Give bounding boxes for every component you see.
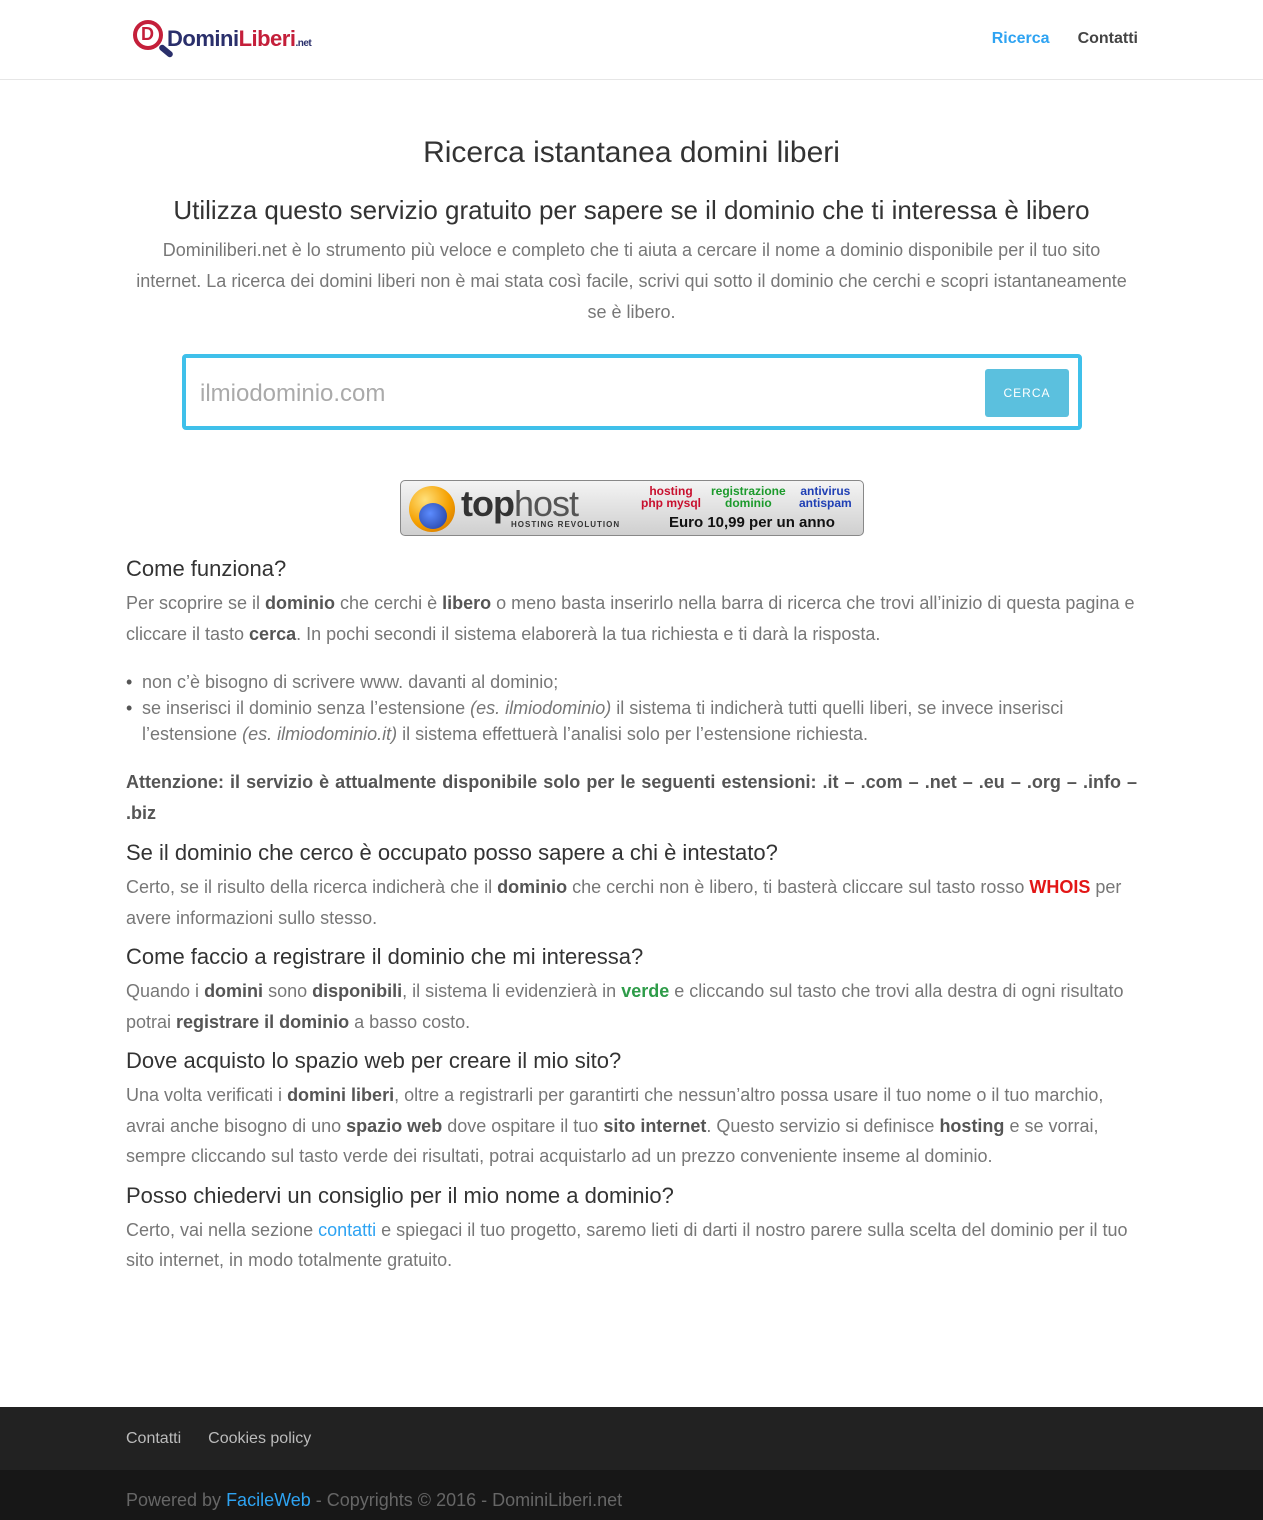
banner-brand-bold: top bbox=[461, 483, 514, 524]
nav-link-contatti[interactable]: Contatti bbox=[1077, 30, 1138, 47]
banner-service-domain: registrazione dominio bbox=[711, 484, 786, 510]
logo-part2: Liberi bbox=[238, 26, 296, 51]
page-subtitle: Utilizza questo servizio gratuito per sapere se il dominio che ti interessa è libero bbox=[173, 195, 1090, 225]
banner-tagline: HOSTING REVOLUTION bbox=[511, 520, 621, 529]
contatti-link[interactable]: contatti bbox=[318, 1219, 377, 1240]
section-heading-whois: Se il dominio che cerco è occupato posso sapere a chi è intestato? bbox=[126, 840, 778, 865]
tophost-banner[interactable] bbox=[400, 480, 864, 536]
facileweb-link[interactable]: FacileWeb bbox=[226, 1490, 311, 1510]
tophost-logo-icon-inner bbox=[419, 503, 447, 529]
list-item: • non c’è bisogno di scrivere www. davanti al dominio; bbox=[126, 669, 1137, 695]
banner-price: Euro 10,99 per un anno bbox=[669, 514, 835, 531]
extensions-warning: Attenzione: il servizio è attualmente disponibile solo per le seguenti estensioni: .it – .com – .net – .eu – .org – .info – .biz bbox=[126, 772, 1137, 823]
magnifier-icon: D bbox=[131, 18, 175, 60]
section-heading-hosting: Dove acquisto lo spazio web per creare il mio sito? bbox=[126, 1048, 622, 1073]
footer-nav bbox=[0, 1407, 1263, 1470]
logo-part1: Domini bbox=[167, 26, 239, 51]
domain-search-input[interactable] bbox=[200, 374, 980, 414]
banner-service-hosting: hosting php mysql bbox=[641, 484, 702, 510]
banner-service-antivirus: antivirus antispam bbox=[799, 484, 852, 510]
banner-brand bbox=[461, 483, 578, 525]
main-nav bbox=[992, 30, 1138, 48]
nav-link-ricerca[interactable]: Ricerca bbox=[991, 30, 1050, 47]
main-content bbox=[126, 552, 1137, 1276]
section-heading-advice: Posso chiedervi un consiglio per il mio nome a dominio? bbox=[126, 1182, 674, 1208]
tips-list bbox=[126, 669, 1137, 747]
footer-link-cookies[interactable]: Cookies policy bbox=[208, 1430, 312, 1447]
section-text-advice: Certo, vai nella sezione contatti e spiegaci il tuo progetto, saremo lieti di darti il nostro parere sulla scelta del dominio per il tuo sito internet, in modo totalmente gratuito. bbox=[126, 1219, 1128, 1270]
section-text-hosting: Una volta verificati i domini liberi, oltre a registrarli per garantirti che nessun’altro possa usare il tuo nome o il tuo marchio, avrai anche bisogno di uno spazio web dove ospitare il tuo sito internet. Questo servizio si definisce hosting e se vorrai, sempre cliccando sul tasto verde dei risultati, potrai acquistarlo ad un prezzo conveniente inseme al dominio. bbox=[126, 1085, 1104, 1166]
section-heading-register: Come faccio a registrare il dominio che mi interessa? bbox=[126, 944, 644, 969]
site-header bbox=[0, 0, 1263, 80]
search-button[interactable]: CERCA bbox=[985, 369, 1069, 417]
page-title: Ricerca istantanea domini liberi bbox=[423, 136, 840, 169]
domain-search-box bbox=[182, 354, 1082, 430]
logo-suffix: .net bbox=[295, 38, 312, 49]
section-text-whois: Certo, se il risulto della ricerca indicherà che il dominio che cerchi non è libero, ti basterà cliccare sul tasto rosso WHOIS per avere informazioni sullo stesso. bbox=[126, 877, 1122, 928]
section-text-register: Quando i domini sono disponibili, il sistema li evidenzierà in verde e cliccando sul tasto che trovi alla destra di ogni risultato potrai registrare il dominio a basso costo. bbox=[126, 981, 1124, 1032]
section-heading-how: Come funziona? bbox=[126, 556, 287, 581]
banner-brand-light: host bbox=[513, 483, 579, 524]
section-text-how: Per scoprire se il dominio che cerchi è libero o meno basta inserirlo nella barra di ricerca che trovi all’inizio di questa pagina e cliccare il tasto cerca. In pochi secondi il sistema elaborerà la tua richiesta e ti darà la risposta. bbox=[126, 593, 1135, 644]
logo-text bbox=[167, 26, 311, 52]
page-description: Dominiliberi.net è lo strumento più veloce e completo che ti aiuta a cercare il nome a dominio disponibile per il tuo sito internet. La ricerca dei domini liberi non è mai stata così facile, scrivi qui sotto il dominio che cerchi e scopri istantaneamente se è libero. bbox=[136, 240, 1127, 322]
list-item: • se inserisci il dominio senza l’estensione (es. ilmiodominio) il sistema ti indicherà tutti quelli liberi, se invece inserisci l’estensione (es. ilmiodominio.it) il sistema effettuerà l’analisi solo per l’estensione richiesta. bbox=[126, 695, 1137, 747]
footer-link-contatti[interactable]: Contatti bbox=[126, 1430, 182, 1447]
footer-bottom bbox=[0, 1470, 1263, 1520]
site-logo[interactable] bbox=[131, 18, 311, 60]
copyright-text: Powered by FacileWeb - Copyrights © 2016 - DominiLiberi.net bbox=[126, 1490, 623, 1510]
